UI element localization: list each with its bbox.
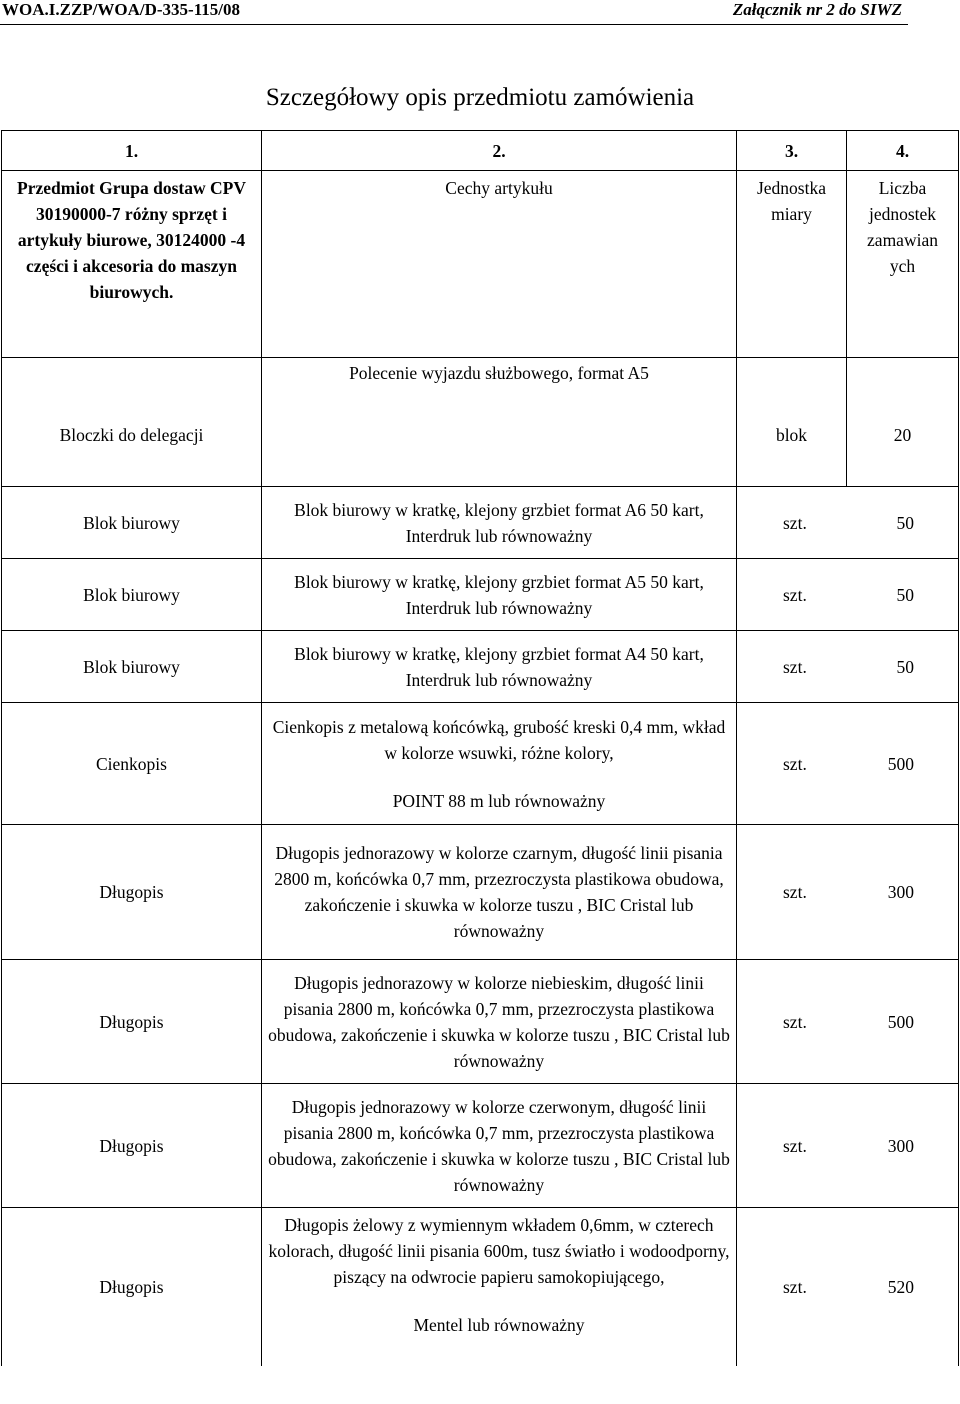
item-features: Polecenie wyjazdu służbowego, format A5 <box>262 358 737 487</box>
column-number: 3. <box>737 131 847 171</box>
table-row <box>2 1084 959 1208</box>
item-unit: szt. <box>783 1011 807 1032</box>
item-unit: szt. <box>783 584 807 605</box>
table-row <box>2 487 959 559</box>
item-name: Długopis <box>2 960 262 1084</box>
page-header <box>0 0 960 26</box>
header-subject: Przedmiot Grupa dostaw CPV 30190000-7 różny sprzęt i artykuły biurowe, 30124000 -4 części i akcesoria do maszyn biurowych. <box>2 171 262 358</box>
item-quantity: 500 <box>887 1011 914 1032</box>
item-quantity: 300 <box>887 1135 914 1156</box>
header-rule <box>0 24 908 25</box>
page-title: Szczegółowy opis przedmiotu zamówienia <box>265 84 695 111</box>
item-features-extra: POINT 88 m lub równoważny <box>392 790 606 811</box>
item-quantity: 50 <box>896 656 914 677</box>
item-features: Blok biurowy w kratkę, klejony grzbiet format A5 50 kart, Interdruk lub równoważny <box>262 559 737 631</box>
item-name: Blok biurowy <box>2 631 262 703</box>
item-quantity: 50 <box>896 512 914 533</box>
item-unit-quantity <box>737 703 959 825</box>
table-row <box>2 1208 959 1366</box>
item-unit: blok <box>737 358 847 487</box>
item-quantity: 500 <box>887 753 914 774</box>
attachment-label: Załącznik nr 2 do SIWZ <box>732 0 902 19</box>
item-unit: szt. <box>783 1276 807 1297</box>
item-unit: szt. <box>783 656 807 677</box>
item-quantity: 300 <box>887 882 914 902</box>
item-unit: szt. <box>783 882 807 902</box>
header-unit: Jednostka miary <box>737 171 847 358</box>
item-unit-quantity <box>737 1084 959 1208</box>
item-features: Blok biurowy w kratkę, klejony grzbiet format A6 50 kart, Interdruk lub równoważny <box>262 487 737 559</box>
item-features: Cienkopis z metalową końcówką, grubość kreski 0,4 mm, wkład w kolorze wsuwki, różne kolory, <box>272 716 726 763</box>
item-quantity: 20 <box>847 358 959 487</box>
column-number: 4. <box>847 131 959 171</box>
item-features: Blok biurowy w kratkę, klejony grzbiet format A4 50 kart, Interdruk lub równoważny <box>262 631 737 703</box>
header-quantity: Liczba jednostek zamawian ych <box>847 171 959 358</box>
item-features: Długopis jednorazowy w kolorze niebieskim, długość linii pisania 2800 m, końcówka 0,7 mm, przezroczysta plastikowa obudowa, zakończenie i skuwka w kolorze tuszu , BIC Cristal lub równoważny <box>262 960 737 1084</box>
item-name: Długopis <box>2 1208 262 1366</box>
item-unit-quantity <box>737 559 959 631</box>
item-unit-quantity <box>737 631 959 703</box>
table-row <box>2 559 959 631</box>
item-unit: szt. <box>783 753 807 774</box>
document-reference: WOA.I.ZZP/WOA/D-335-115/08 <box>2 0 241 19</box>
item-features-cell <box>262 1208 737 1366</box>
item-name: Blok biurowy <box>2 487 262 559</box>
item-features-cell <box>262 703 737 825</box>
column-number: 1. <box>2 131 262 171</box>
item-features: Długopis jednorazowy w kolorze czarnym, długość linii pisania 2800 m, końcówka 0,7 mm, przezroczysta plastikowa obudowa, zakończenie i skuwka w kolorze tuszu , BIC Cristal lub równoważny <box>262 825 737 960</box>
column-header-row <box>2 171 959 358</box>
item-unit-quantity <box>737 825 959 960</box>
specification-table <box>1 130 959 1366</box>
item-name: Długopis <box>2 825 262 960</box>
item-unit-quantity <box>737 1208 959 1366</box>
item-name: Długopis <box>2 1084 262 1208</box>
table-row <box>2 825 959 960</box>
table-row <box>2 631 959 703</box>
table-row <box>2 358 959 487</box>
item-unit-quantity <box>737 960 959 1084</box>
header-features: Cechy artykułu <box>262 171 737 358</box>
item-features: Długopis żelowy z wymiennym wkładem 0,6mm, w czterech kolorach, długość linii pisania 600m, tusz światło i wodoodporny, piszący na odwrocie papieru samokopiującego, <box>268 1215 730 1287</box>
item-name: Bloczki do delegacji <box>2 358 262 487</box>
item-quantity: 520 <box>887 1276 914 1297</box>
item-features: Długopis jednorazowy w kolorze czerwonym, długość linii pisania 2800 m, końcówka 0,7 mm, przezroczysta plastikowa obudowa, zakończenie i skuwka w kolorze tuszu , BIC Cristal lub równoważny <box>262 1084 737 1208</box>
item-name: Blok biurowy <box>2 559 262 631</box>
table-row <box>2 703 959 825</box>
column-number: 2. <box>262 131 737 171</box>
item-name: Cienkopis <box>2 703 262 825</box>
item-unit-quantity <box>737 487 959 559</box>
item-unit: szt. <box>783 512 807 533</box>
item-quantity: 50 <box>896 584 914 605</box>
column-number-row <box>2 131 959 171</box>
item-features-extra: Mentel lub równoważny <box>413 1315 585 1335</box>
item-unit: szt. <box>783 1135 807 1156</box>
table-row <box>2 960 959 1084</box>
